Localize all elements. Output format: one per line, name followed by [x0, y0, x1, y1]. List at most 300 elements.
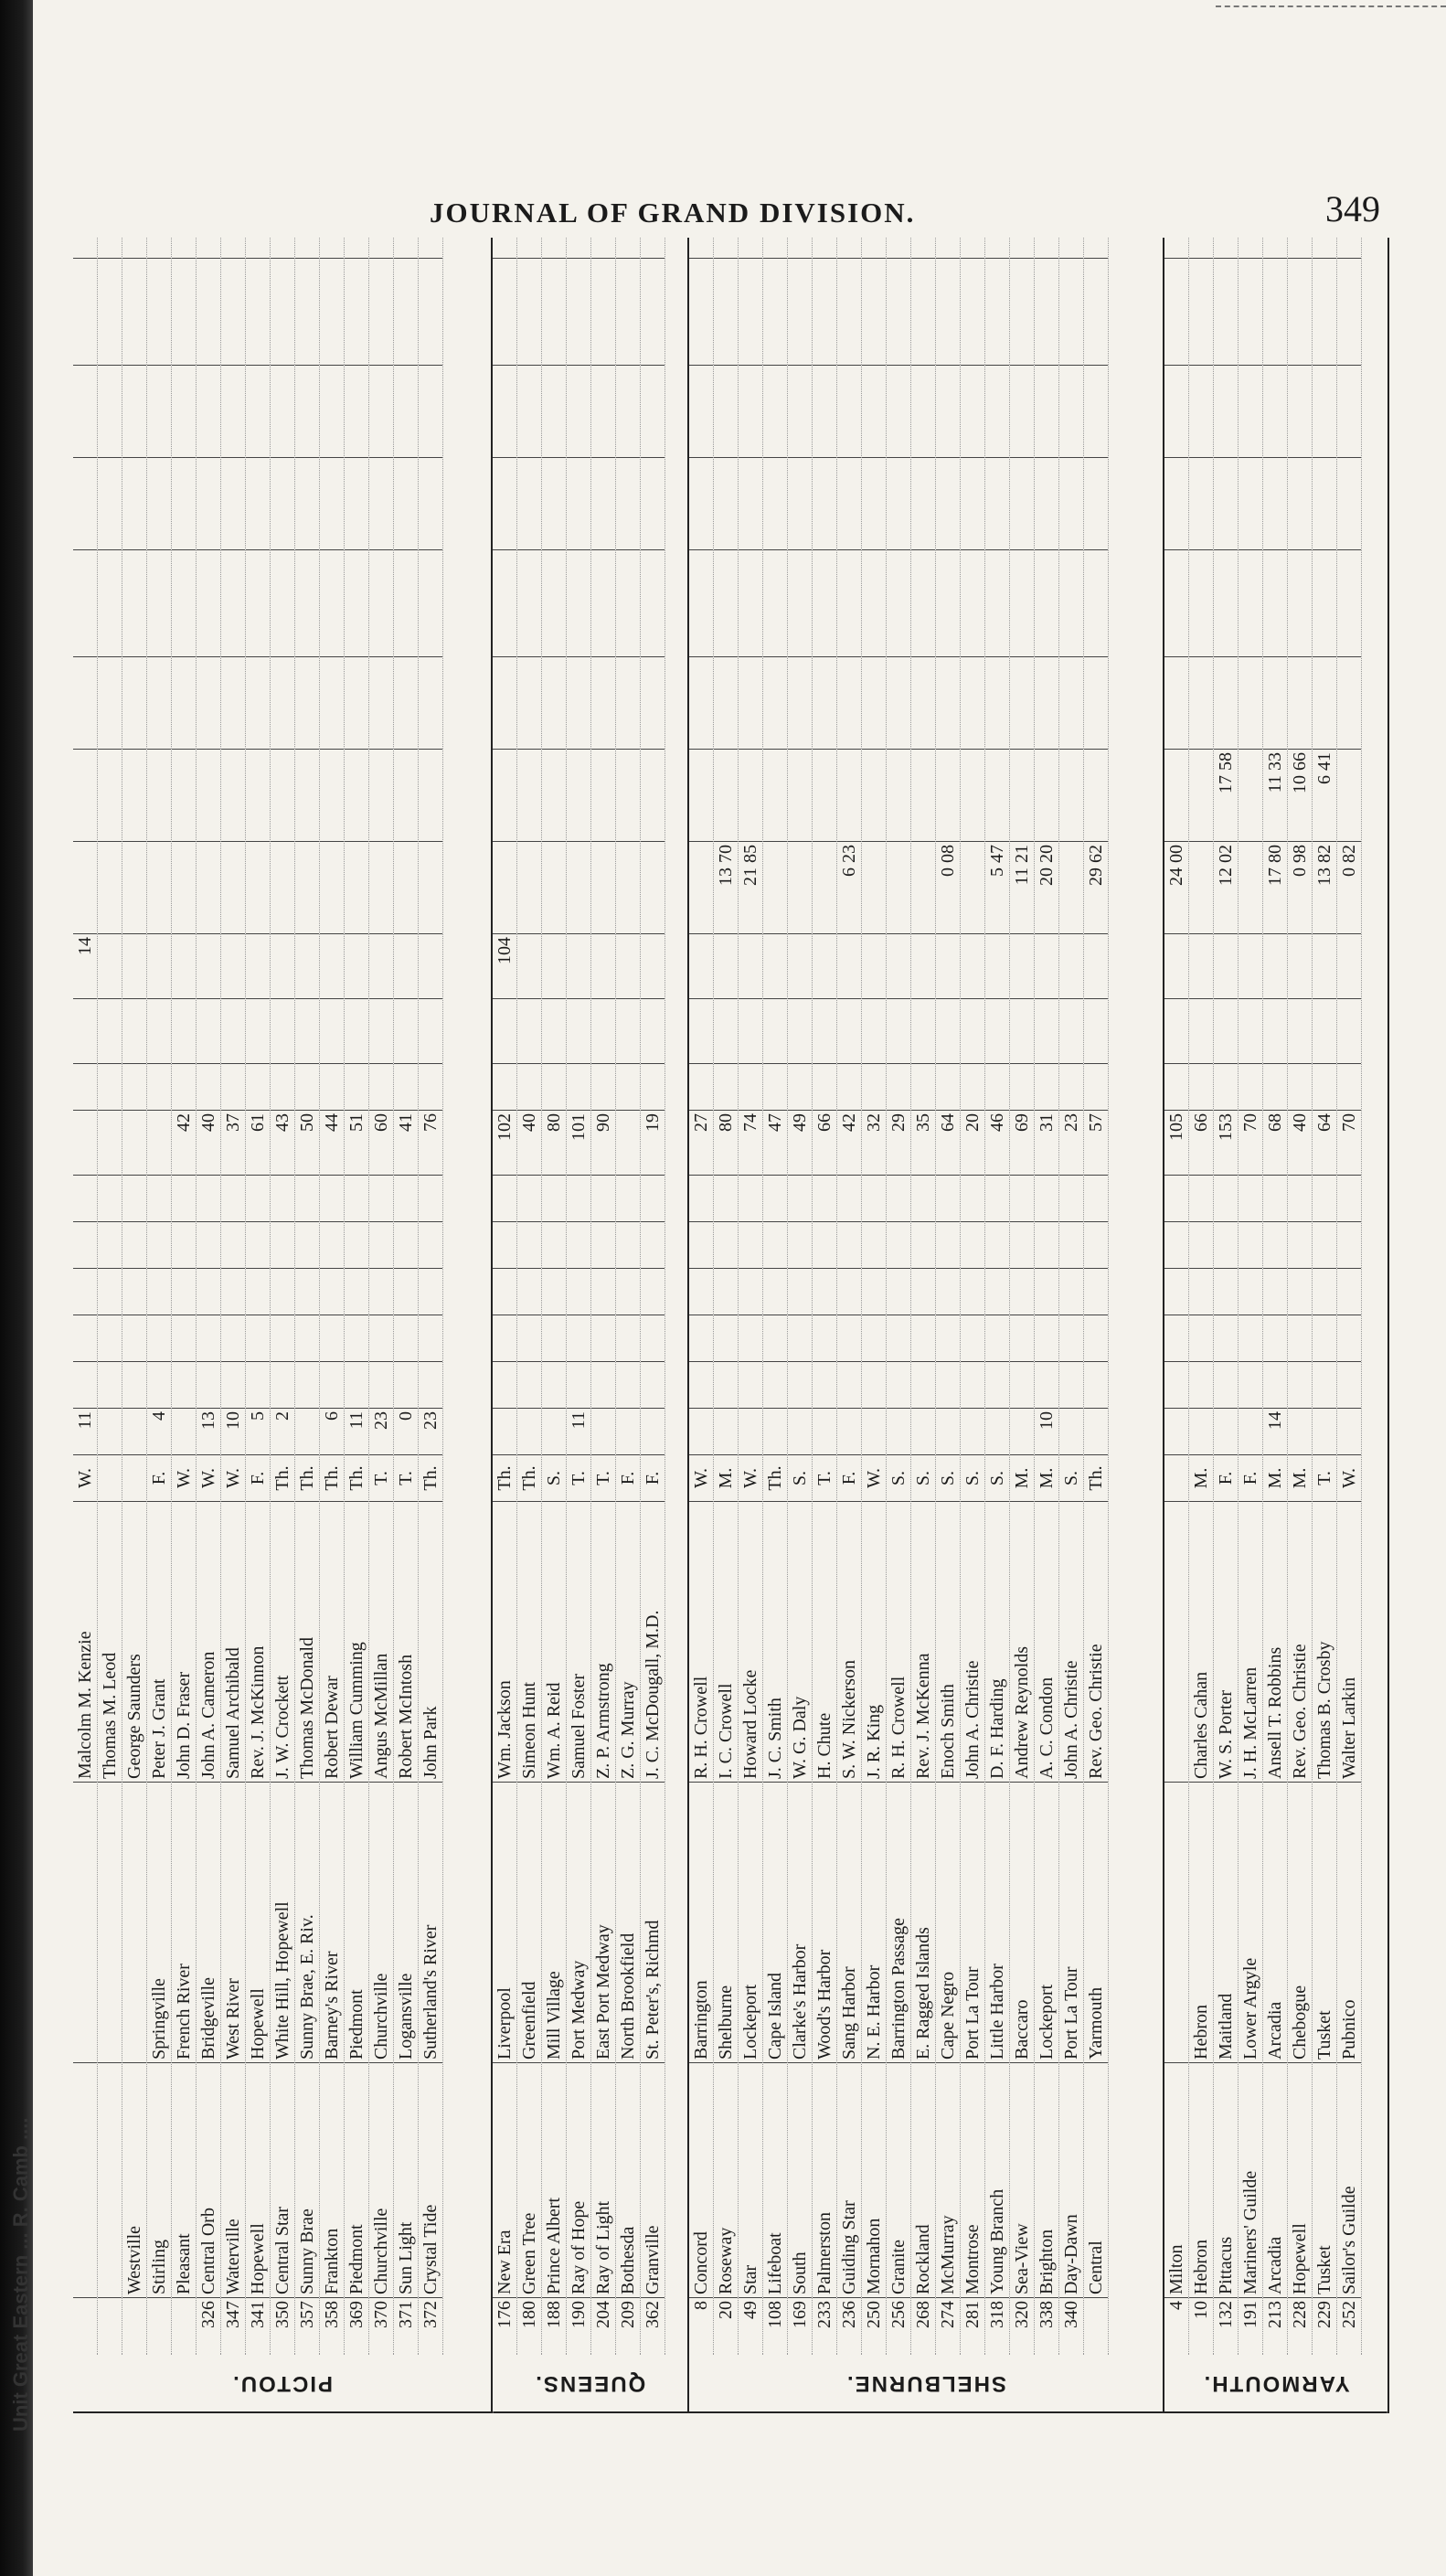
- stat-cell: [1059, 933, 1083, 998]
- stat-cell: 6 23: [837, 841, 861, 933]
- secretary-cell: Rev. Geo. Christie: [1084, 1501, 1108, 1782]
- table-row: [739, 238, 763, 2355]
- stat-cell: [1035, 1175, 1058, 1221]
- stat-cell: [172, 1221, 196, 1268]
- stat-cell: [122, 1063, 146, 1110]
- stat-cell: [1164, 656, 1188, 749]
- location-cell: Cape Island: [763, 1782, 787, 2062]
- division-number-cell: 190: [567, 2297, 590, 2355]
- meeting-day-cell: F.: [1239, 1454, 1262, 1501]
- secretary-cell: John A. Christie: [961, 1501, 984, 1782]
- stat-cell: [1313, 258, 1336, 365]
- stat-cell: [862, 1221, 886, 1268]
- stat-cell: [493, 1361, 516, 1408]
- stat-cell: [739, 1315, 762, 1361]
- stat-cell: [517, 656, 541, 749]
- meeting-day-cell: W.: [739, 1454, 762, 1501]
- secretary-cell: A. C. Condon: [1035, 1501, 1058, 1782]
- stat-cell: [689, 365, 713, 457]
- stat-cell: 66: [813, 1110, 836, 1175]
- stat-cell: [419, 1175, 442, 1221]
- stat-cell: [641, 457, 665, 549]
- stat-cell: 61: [246, 1110, 270, 1175]
- stat-cell: [147, 1063, 171, 1110]
- stat-cell: [172, 749, 196, 841]
- secretary-cell: John D. Fraser: [172, 1501, 196, 1782]
- stat-cell: [369, 933, 393, 998]
- division-name-cell: Pittacus: [1214, 2062, 1238, 2297]
- stat-cell: [1059, 1408, 1083, 1454]
- stat-cell: [763, 1268, 787, 1315]
- meeting-day-cell: W.: [1337, 1454, 1361, 1501]
- stat-cell: [147, 1221, 171, 1268]
- stat-cell: [1059, 841, 1083, 933]
- table-row: [1313, 238, 1337, 2355]
- stat-cell: [1214, 457, 1238, 549]
- location-cell: Logansville: [394, 1782, 418, 2062]
- stat-cell: 14: [73, 933, 97, 998]
- county-label: QUEENS.: [493, 2355, 687, 2413]
- division-name-cell: Brighton: [1035, 2062, 1058, 2297]
- stat-cell: [813, 1315, 836, 1361]
- division-number-cell: 274: [936, 2297, 960, 2355]
- stat-cell: [1214, 258, 1238, 365]
- stat-cell: 23: [369, 1408, 393, 1454]
- stat-cell: [788, 365, 812, 457]
- stat-cell: [985, 1175, 1009, 1221]
- location-cell: Arcadia: [1263, 1782, 1287, 2062]
- stat-cell: [641, 365, 665, 457]
- stat-cell: [493, 258, 516, 365]
- stat-cell: 43: [271, 1110, 294, 1175]
- stat-cell: [616, 1268, 640, 1315]
- division-number-cell: 204: [591, 2297, 615, 2355]
- table-row: [1189, 238, 1214, 2355]
- stat-cell: [567, 656, 590, 749]
- stat-cell: [739, 749, 762, 841]
- meeting-day-cell: [1164, 1454, 1188, 1501]
- secretary-cell: [1164, 1501, 1188, 1782]
- stat-cell: [567, 749, 590, 841]
- stat-cell: [985, 1408, 1009, 1454]
- stat-cell: [172, 933, 196, 998]
- stat-cell: [813, 1175, 836, 1221]
- stat-cell: [1010, 1315, 1034, 1361]
- secretary-cell: J. H. McLarren: [1239, 1501, 1262, 1782]
- stat-cell: [961, 1063, 984, 1110]
- stat-cell: [221, 365, 245, 457]
- division-name-cell: Westville: [122, 2062, 146, 2297]
- stat-cell: [739, 365, 762, 457]
- stat-cell: [1337, 1063, 1361, 1110]
- stat-cell: [542, 998, 566, 1063]
- secretary-cell: R. H. Crowell: [887, 1501, 910, 1782]
- stat-cell: [1214, 1268, 1238, 1315]
- stat-cell: [197, 841, 220, 933]
- stat-cell: [122, 656, 146, 749]
- stat-cell: 32: [862, 1110, 886, 1175]
- meeting-day-cell: S.: [1059, 1454, 1083, 1501]
- stat-cell: [221, 1361, 245, 1408]
- stat-cell: [739, 1063, 762, 1110]
- stat-cell: [763, 749, 787, 841]
- stat-cell: [1288, 365, 1312, 457]
- stat-cell: [862, 258, 886, 365]
- stat-cell: [221, 1175, 245, 1221]
- stat-cell: [246, 998, 270, 1063]
- meeting-day-cell: T.: [1313, 1454, 1336, 1501]
- table-row: [98, 238, 122, 2355]
- stat-cell: [1263, 1063, 1287, 1110]
- stat-cell: [739, 933, 762, 998]
- stat-cell: [911, 365, 935, 457]
- stat-cell: [147, 656, 171, 749]
- stat-cell: [641, 1315, 665, 1361]
- stat-cell: [911, 1315, 935, 1361]
- stat-cell: [961, 656, 984, 749]
- location-cell: Lockeport: [739, 1782, 762, 2062]
- meeting-day-cell: S.: [985, 1454, 1009, 1501]
- stat-cell: [369, 1315, 393, 1361]
- location-cell: Sunny Brae, E. Riv.: [295, 1782, 319, 2062]
- stat-cell: [1059, 549, 1083, 656]
- stat-cell: [345, 749, 368, 841]
- stat-cell: [1337, 1221, 1361, 1268]
- table-row: [1239, 238, 1263, 2355]
- division-name-cell: Sailor's Guilde: [1337, 2062, 1361, 2297]
- table-row: [419, 238, 443, 2355]
- table-row: [271, 238, 295, 2355]
- table-row: [1263, 238, 1288, 2355]
- stat-cell: [1035, 749, 1058, 841]
- stat-cell: [73, 1110, 97, 1175]
- division-name-cell: McMurray: [936, 2062, 960, 2297]
- division-number-cell: 228: [1288, 2297, 1312, 2355]
- secretary-cell: Walter Larkin: [1337, 1501, 1361, 1782]
- division-number-cell: 4: [1164, 2297, 1188, 2355]
- stat-cell: [714, 1221, 738, 1268]
- stat-cell: [887, 365, 910, 457]
- stat-cell: [1189, 933, 1213, 998]
- stat-cell: [1288, 1315, 1312, 1361]
- stat-cell: [887, 1175, 910, 1221]
- secretary-cell: J. C. McDougall, M.D.: [641, 1501, 665, 1782]
- stat-cell: [616, 749, 640, 841]
- side-caption: Unit Great Eastern ... R. Camb ....: [9, 2117, 32, 2432]
- stat-cell: [246, 933, 270, 998]
- stat-cell: [788, 749, 812, 841]
- secretary-cell: Wm. Jackson: [493, 1501, 516, 1782]
- meeting-day-cell: F.: [1214, 1454, 1238, 1501]
- stat-cell: 49: [788, 1110, 812, 1175]
- stat-cell: [1288, 1408, 1312, 1454]
- location-cell: Clarke's Harbor: [788, 1782, 812, 2062]
- stat-cell: [1189, 365, 1213, 457]
- stat-cell: [714, 365, 738, 457]
- stat-cell: [837, 1268, 861, 1315]
- stat-cell: [517, 1408, 541, 1454]
- stat-cell: [616, 1315, 640, 1361]
- division-number-cell: 371: [394, 2297, 418, 2355]
- stat-cell: [567, 1315, 590, 1361]
- table-row: [985, 238, 1010, 2355]
- stat-cell: [98, 1063, 122, 1110]
- stat-cell: [936, 1063, 960, 1110]
- stat-cell: 60: [369, 1110, 393, 1175]
- stat-cell: [271, 656, 294, 749]
- stat-cell: [271, 1221, 294, 1268]
- stat-cell: 74: [739, 1110, 762, 1175]
- stat-cell: [567, 1063, 590, 1110]
- stat-cell: [517, 457, 541, 549]
- stat-cell: [73, 549, 97, 656]
- stat-cell: [246, 656, 270, 749]
- stat-cell: [1084, 1408, 1108, 1454]
- location-cell: Bridgeville: [197, 1782, 220, 2062]
- stat-cell: [1059, 1361, 1083, 1408]
- stat-cell: [1263, 457, 1287, 549]
- stat-cell: [788, 258, 812, 365]
- stat-cell: [345, 1268, 368, 1315]
- stat-cell: [862, 998, 886, 1063]
- county-section: [73, 238, 493, 2413]
- stat-cell: [98, 1175, 122, 1221]
- stat-cell: [1084, 549, 1108, 656]
- stat-cell: [493, 841, 516, 933]
- location-cell: Piedmont: [345, 1782, 368, 2062]
- meeting-day-cell: Th.: [295, 1454, 319, 1501]
- stat-cell: [1239, 1221, 1262, 1268]
- stat-cell: 13: [197, 1408, 220, 1454]
- stat-cell: [641, 1361, 665, 1408]
- stat-cell: [1313, 1361, 1336, 1408]
- stat-cell: [98, 841, 122, 933]
- stat-cell: [1337, 749, 1361, 841]
- stat-cell: [1010, 549, 1034, 656]
- stat-cell: 6: [320, 1408, 344, 1454]
- stat-cell: [714, 656, 738, 749]
- location-cell: Churchville: [369, 1782, 393, 2062]
- stat-cell: [887, 549, 910, 656]
- secretary-cell: Z. P. Armstrong: [591, 1501, 615, 1782]
- stat-cell: [936, 258, 960, 365]
- stat-cell: [147, 1175, 171, 1221]
- stat-cell: [493, 1175, 516, 1221]
- stat-cell: [567, 1175, 590, 1221]
- stat-cell: [320, 1361, 344, 1408]
- stat-cell: [295, 841, 319, 933]
- stat-cell: [197, 1361, 220, 1408]
- stat-cell: [122, 749, 146, 841]
- stat-cell: [1189, 1221, 1213, 1268]
- division-number-cell: 236: [837, 2297, 861, 2355]
- stat-cell: [122, 1221, 146, 1268]
- stat-cell: [271, 1268, 294, 1315]
- location-cell: East Port Medway: [591, 1782, 615, 2062]
- location-cell: Little Harbor: [985, 1782, 1009, 2062]
- meeting-day-cell: W.: [862, 1454, 886, 1501]
- stat-cell: [862, 1175, 886, 1221]
- stat-cell: [1010, 998, 1034, 1063]
- meeting-day-cell: M.: [1288, 1454, 1312, 1501]
- table-row: [641, 238, 665, 2355]
- stat-cell: [591, 656, 615, 749]
- stat-cell: [813, 1408, 836, 1454]
- stat-cell: [295, 1221, 319, 1268]
- location-cell: Port La Tour: [1059, 1782, 1083, 2062]
- stat-cell: [1164, 549, 1188, 656]
- meeting-day-cell: F.: [616, 1454, 640, 1501]
- stat-cell: [1214, 549, 1238, 656]
- division-number-cell: 180: [517, 2297, 541, 2355]
- stat-cell: [1313, 549, 1336, 656]
- division-number-cell: 10: [1189, 2297, 1213, 2355]
- location-cell: St. Peter's, Richmd: [641, 1782, 665, 2062]
- stat-cell: [517, 933, 541, 998]
- stat-cell: [493, 998, 516, 1063]
- stat-cell: [394, 656, 418, 749]
- stat-cell: 69: [1010, 1110, 1034, 1175]
- stat-cell: [320, 365, 344, 457]
- stat-cell: [1164, 749, 1188, 841]
- stat-cell: [862, 1361, 886, 1408]
- table-row: [221, 238, 246, 2355]
- stat-cell: [320, 1221, 344, 1268]
- stat-cell: [73, 656, 97, 749]
- stat-cell: [936, 933, 960, 998]
- stat-cell: [788, 1175, 812, 1221]
- stat-cell: [1288, 998, 1312, 1063]
- stat-cell: 40: [197, 1110, 220, 1175]
- division-name-cell: Ray of Light: [591, 2062, 615, 2297]
- stat-cell: [591, 1175, 615, 1221]
- stat-cell: [616, 365, 640, 457]
- stat-cell: [320, 1063, 344, 1110]
- division-number-cell: 326: [197, 2297, 220, 2355]
- stat-cell: [1189, 1315, 1213, 1361]
- stat-cell: [517, 1315, 541, 1361]
- stat-cell: [320, 841, 344, 933]
- location-cell: Barney's River: [320, 1782, 344, 2062]
- stat-cell: [542, 841, 566, 933]
- stat-cell: 57: [1084, 1110, 1108, 1175]
- stat-cell: [1214, 933, 1238, 998]
- stat-cell: [246, 1361, 270, 1408]
- stat-cell: [788, 998, 812, 1063]
- stat-cell: [985, 998, 1009, 1063]
- stat-cell: [197, 998, 220, 1063]
- stat-cell: [172, 365, 196, 457]
- stat-cell: [1084, 749, 1108, 841]
- meeting-day-cell: F.: [837, 1454, 861, 1501]
- division-name-cell: Roseway: [714, 2062, 738, 2297]
- stat-cell: [98, 457, 122, 549]
- stat-cell: 13 82: [1313, 841, 1336, 933]
- stat-cell: [517, 1268, 541, 1315]
- stat-cell: [1239, 1175, 1262, 1221]
- stat-cell: [320, 549, 344, 656]
- stat-cell: [616, 1175, 640, 1221]
- stat-cell: [517, 841, 541, 933]
- table-row: [369, 238, 394, 2355]
- division-number-cell: 188: [542, 2297, 566, 2355]
- stat-cell: [369, 365, 393, 457]
- stat-cell: [591, 365, 615, 457]
- stat-cell: [567, 1268, 590, 1315]
- stat-cell: [221, 998, 245, 1063]
- division-name-cell: Central Star: [271, 2062, 294, 2297]
- stat-cell: 66: [1189, 1110, 1213, 1175]
- stat-cell: [172, 457, 196, 549]
- stat-cell: [887, 258, 910, 365]
- stat-cell: [1337, 1361, 1361, 1408]
- division-number-cell: 252: [1337, 2297, 1361, 2355]
- division-number-cell: 340: [1059, 2297, 1083, 2355]
- stat-cell: [320, 933, 344, 998]
- meeting-day-cell: M.: [1263, 1454, 1287, 1501]
- meeting-day-cell: Th.: [493, 1454, 516, 1501]
- stat-cell: [936, 998, 960, 1063]
- division-name-cell: Hebron: [1189, 2062, 1213, 2297]
- stat-cell: 29: [887, 1110, 910, 1175]
- stat-cell: [517, 1361, 541, 1408]
- stat-cell: [985, 258, 1009, 365]
- stat-cell: [1059, 998, 1083, 1063]
- division-name-cell: Lifeboat: [763, 2062, 787, 2297]
- stat-cell: [246, 365, 270, 457]
- stat-cell: [714, 749, 738, 841]
- location-cell: Sutherland's River: [419, 1782, 442, 2062]
- stat-cell: [1263, 365, 1287, 457]
- stat-cell: [1239, 457, 1262, 549]
- division-number-cell: [122, 2297, 146, 2355]
- stat-cell: [911, 1221, 935, 1268]
- stat-cell: 5: [246, 1408, 270, 1454]
- stat-cell: [862, 549, 886, 656]
- division-number-cell: 347: [221, 2297, 245, 2355]
- stat-cell: [394, 1361, 418, 1408]
- table-row: [788, 238, 813, 2355]
- stat-cell: [887, 998, 910, 1063]
- stat-cell: [887, 1268, 910, 1315]
- stat-cell: [122, 1268, 146, 1315]
- stat-cell: [1084, 1361, 1108, 1408]
- stat-cell: [788, 1408, 812, 1454]
- stat-cell: 35: [911, 1110, 935, 1175]
- table-row: [493, 238, 517, 2355]
- division-name-cell: Piedmont: [345, 2062, 368, 2297]
- stat-cell: [739, 656, 762, 749]
- stat-cell: [1164, 1175, 1188, 1221]
- stat-cell: [936, 457, 960, 549]
- division-name-cell: Sun Light: [394, 2062, 418, 2297]
- meeting-day-cell: F.: [246, 1454, 270, 1501]
- stat-cell: [122, 1175, 146, 1221]
- stat-cell: [616, 549, 640, 656]
- secretary-cell: Samuel Foster: [567, 1501, 590, 1782]
- stat-cell: 0 82: [1337, 841, 1361, 933]
- division-name-cell: Arcadia: [1263, 2062, 1287, 2297]
- stat-cell: [1035, 457, 1058, 549]
- stat-cell: 76: [419, 1110, 442, 1175]
- stat-cell: [122, 841, 146, 933]
- meeting-day-cell: T.: [394, 1454, 418, 1501]
- stat-cell: [98, 365, 122, 457]
- stat-cell: [689, 933, 713, 998]
- table-row: [1084, 238, 1109, 2355]
- stat-cell: 17 58: [1214, 749, 1238, 841]
- meeting-day-cell: T.: [369, 1454, 393, 1501]
